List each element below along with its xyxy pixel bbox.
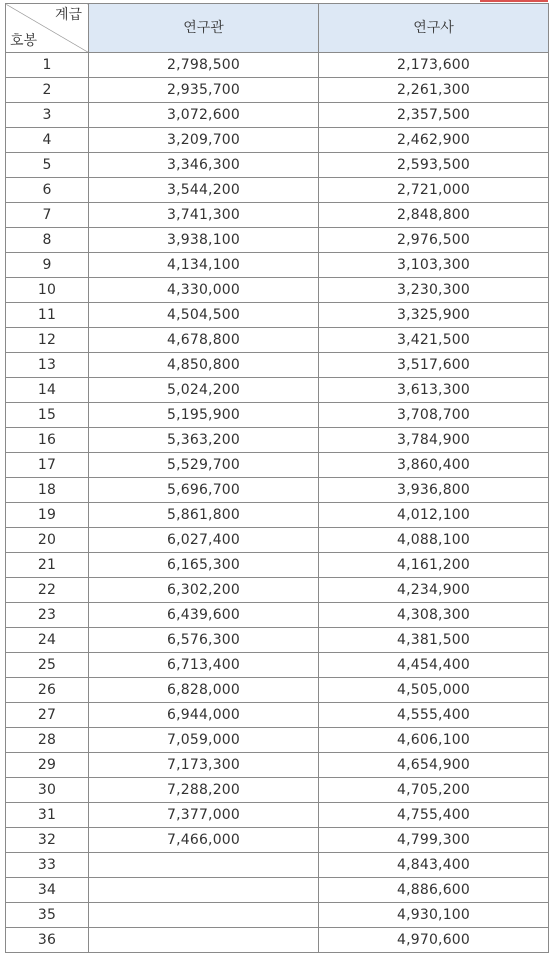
researcher-salary-cell: 2,721,000 (319, 178, 549, 203)
researcher-salary-cell: 3,421,500 (319, 328, 549, 353)
step-cell: 14 (6, 378, 89, 403)
step-cell: 2 (6, 78, 89, 103)
senior-researcher-salary-cell (89, 928, 319, 953)
step-cell: 19 (6, 503, 89, 528)
step-cell: 21 (6, 553, 89, 578)
table-row (6, 428, 549, 453)
table-header (6, 4, 549, 53)
researcher-salary-cell: 4,654,900 (319, 753, 549, 778)
researcher-salary-cell: 4,705,200 (319, 778, 549, 803)
table-row (6, 853, 549, 878)
step-cell: 36 (6, 928, 89, 953)
step-cell: 32 (6, 828, 89, 853)
senior-researcher-salary-cell: 3,741,300 (89, 203, 319, 228)
column-header-senior-researcher: 연구관 (89, 4, 319, 53)
step-cell: 34 (6, 878, 89, 903)
senior-researcher-salary-cell (89, 878, 319, 903)
step-cell: 18 (6, 478, 89, 503)
header-row (6, 4, 549, 53)
table-row (6, 153, 549, 178)
top-accent-bar (480, 0, 548, 2)
table-row (6, 228, 549, 253)
senior-researcher-salary-cell: 4,134,100 (89, 253, 319, 278)
step-cell: 30 (6, 778, 89, 803)
table-row (6, 453, 549, 478)
researcher-salary-cell: 4,755,400 (319, 803, 549, 828)
table-row (6, 703, 549, 728)
step-cell: 12 (6, 328, 89, 353)
senior-researcher-salary-cell: 7,377,000 (89, 803, 319, 828)
researcher-salary-cell: 4,555,400 (319, 703, 549, 728)
table-row (6, 253, 549, 278)
senior-researcher-salary-cell: 5,195,900 (89, 403, 319, 428)
senior-researcher-salary-cell: 2,798,500 (89, 53, 319, 78)
table-row (6, 478, 549, 503)
table-row (6, 603, 549, 628)
column-header-researcher: 연구사 (319, 4, 549, 53)
researcher-salary-cell: 2,261,300 (319, 78, 549, 103)
header-corner-cell (6, 4, 89, 53)
researcher-salary-cell: 2,593,500 (319, 153, 549, 178)
researcher-salary-cell: 3,784,900 (319, 428, 549, 453)
senior-researcher-salary-cell: 3,209,700 (89, 128, 319, 153)
step-cell: 15 (6, 403, 89, 428)
table-row (6, 503, 549, 528)
step-cell: 11 (6, 303, 89, 328)
researcher-salary-cell: 2,848,800 (319, 203, 549, 228)
step-cell: 4 (6, 128, 89, 153)
researcher-salary-cell: 3,325,900 (319, 303, 549, 328)
step-cell: 5 (6, 153, 89, 178)
table-row (6, 403, 549, 428)
researcher-salary-cell: 3,230,300 (319, 278, 549, 303)
senior-researcher-salary-cell: 7,288,200 (89, 778, 319, 803)
table-row (6, 78, 549, 103)
step-cell: 28 (6, 728, 89, 753)
senior-researcher-salary-cell: 3,346,300 (89, 153, 319, 178)
step-cell: 23 (6, 603, 89, 628)
table-row (6, 903, 549, 928)
senior-researcher-salary-cell: 7,466,000 (89, 828, 319, 853)
step-cell: 22 (6, 578, 89, 603)
senior-researcher-salary-cell: 4,504,500 (89, 303, 319, 328)
senior-researcher-salary-cell: 7,059,000 (89, 728, 319, 753)
table-row (6, 303, 549, 328)
senior-researcher-salary-cell: 5,861,800 (89, 503, 319, 528)
step-cell: 10 (6, 278, 89, 303)
table-row (6, 328, 549, 353)
senior-researcher-salary-cell: 4,850,800 (89, 353, 319, 378)
step-cell: 20 (6, 528, 89, 553)
step-cell: 24 (6, 628, 89, 653)
step-cell: 31 (6, 803, 89, 828)
table-body (6, 53, 549, 953)
researcher-salary-cell: 4,454,400 (319, 653, 549, 678)
step-cell: 29 (6, 753, 89, 778)
grade-header-label: 계급 (54, 7, 82, 23)
table-row (6, 778, 549, 803)
researcher-salary-cell: 2,357,500 (319, 103, 549, 128)
table-row (6, 178, 549, 203)
salary-step-table (5, 3, 549, 953)
researcher-salary-cell: 4,606,100 (319, 728, 549, 753)
table-row (6, 578, 549, 603)
researcher-salary-cell: 3,517,600 (319, 353, 549, 378)
table-row (6, 828, 549, 853)
senior-researcher-salary-cell: 6,439,600 (89, 603, 319, 628)
senior-researcher-salary-cell: 3,544,200 (89, 178, 319, 203)
senior-researcher-salary-cell: 6,027,400 (89, 528, 319, 553)
step-cell: 27 (6, 703, 89, 728)
senior-researcher-salary-cell: 4,678,800 (89, 328, 319, 353)
researcher-salary-cell: 3,103,300 (319, 253, 549, 278)
step-cell: 25 (6, 653, 89, 678)
step-cell: 35 (6, 903, 89, 928)
step-cell: 1 (6, 53, 89, 78)
senior-researcher-salary-cell: 6,828,000 (89, 678, 319, 703)
senior-researcher-salary-cell: 5,363,200 (89, 428, 319, 453)
step-cell: 26 (6, 678, 89, 703)
researcher-salary-cell: 4,234,900 (319, 578, 549, 603)
step-cell: 33 (6, 853, 89, 878)
senior-researcher-salary-cell (89, 853, 319, 878)
step-cell: 8 (6, 228, 89, 253)
table-row (6, 528, 549, 553)
senior-researcher-salary-cell: 3,938,100 (89, 228, 319, 253)
researcher-salary-cell: 4,161,200 (319, 553, 549, 578)
step-cell: 6 (6, 178, 89, 203)
table-row (6, 378, 549, 403)
researcher-salary-cell: 4,012,100 (319, 503, 549, 528)
researcher-salary-cell: 4,088,100 (319, 528, 549, 553)
senior-researcher-salary-cell: 5,024,200 (89, 378, 319, 403)
researcher-salary-cell: 4,799,300 (319, 828, 549, 853)
table-row (6, 553, 549, 578)
researcher-salary-cell: 2,462,900 (319, 128, 549, 153)
step-cell: 3 (6, 103, 89, 128)
senior-researcher-salary-cell: 6,302,200 (89, 578, 319, 603)
researcher-salary-cell: 4,381,500 (319, 628, 549, 653)
table-row (6, 728, 549, 753)
step-cell: 9 (6, 253, 89, 278)
table-row (6, 353, 549, 378)
researcher-salary-cell: 2,173,600 (319, 53, 549, 78)
researcher-salary-cell: 4,886,600 (319, 878, 549, 903)
senior-researcher-salary-cell: 6,165,300 (89, 553, 319, 578)
researcher-salary-cell: 3,613,300 (319, 378, 549, 403)
senior-researcher-salary-cell: 6,944,000 (89, 703, 319, 728)
researcher-salary-cell: 3,708,700 (319, 403, 549, 428)
senior-researcher-salary-cell: 7,173,300 (89, 753, 319, 778)
table-row (6, 53, 549, 78)
step-cell: 16 (6, 428, 89, 453)
table-row (6, 103, 549, 128)
table-row (6, 878, 549, 903)
senior-researcher-salary-cell: 6,713,400 (89, 653, 319, 678)
researcher-salary-cell: 4,308,300 (319, 603, 549, 628)
table-row (6, 928, 549, 953)
step-header-label: 호봉 (10, 33, 38, 49)
researcher-salary-cell: 2,976,500 (319, 228, 549, 253)
researcher-salary-cell: 4,843,400 (319, 853, 549, 878)
table-row (6, 128, 549, 153)
senior-researcher-salary-cell: 5,696,700 (89, 478, 319, 503)
table-row (6, 803, 549, 828)
researcher-salary-cell: 3,860,400 (319, 453, 549, 478)
senior-researcher-salary-cell: 6,576,300 (89, 628, 319, 653)
senior-researcher-salary-cell: 4,330,000 (89, 278, 319, 303)
researcher-salary-cell: 3,936,800 (319, 478, 549, 503)
researcher-salary-cell: 4,505,000 (319, 678, 549, 703)
researcher-salary-cell: 4,970,600 (319, 928, 549, 953)
step-cell: 17 (6, 453, 89, 478)
senior-researcher-salary-cell: 3,072,600 (89, 103, 319, 128)
step-cell: 7 (6, 203, 89, 228)
table-row (6, 278, 549, 303)
senior-researcher-salary-cell: 2,935,700 (89, 78, 319, 103)
step-cell: 13 (6, 353, 89, 378)
senior-researcher-salary-cell (89, 903, 319, 928)
table-row (6, 653, 549, 678)
table-row (6, 753, 549, 778)
table-row (6, 203, 549, 228)
senior-researcher-salary-cell: 5,529,700 (89, 453, 319, 478)
table-row (6, 628, 549, 653)
researcher-salary-cell: 4,930,100 (319, 903, 549, 928)
table-row (6, 678, 549, 703)
